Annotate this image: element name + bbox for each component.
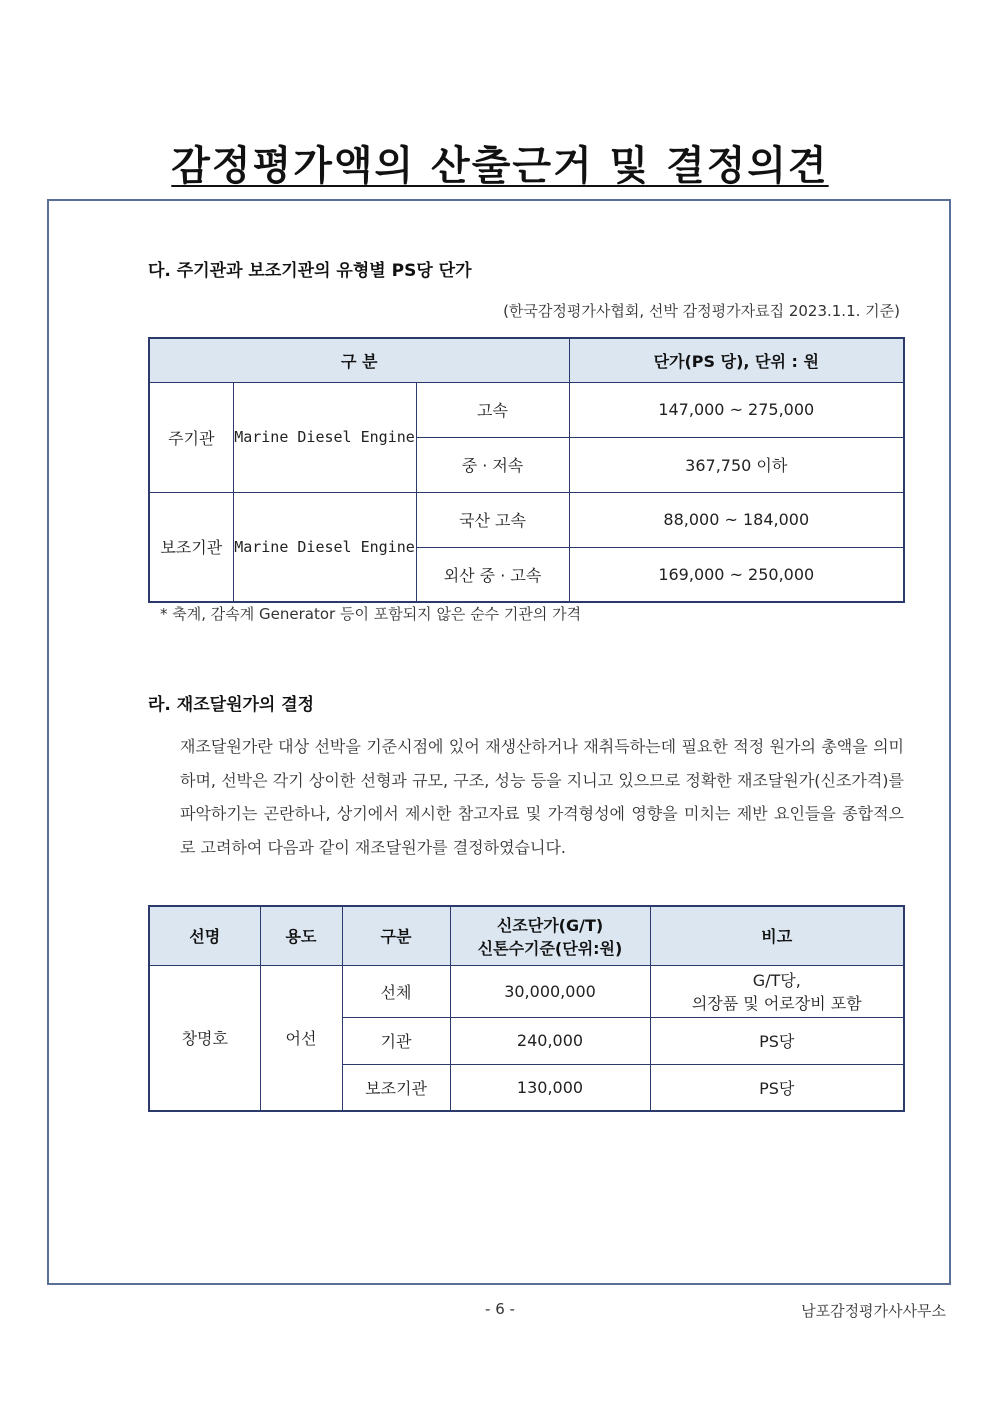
row-category: 보조기관 bbox=[342, 1064, 450, 1111]
page-number: - 6 - bbox=[485, 1300, 515, 1318]
engine-price-table bbox=[148, 337, 905, 603]
row-note: PS당 bbox=[650, 1064, 904, 1111]
header-category: 구 분 bbox=[149, 338, 569, 382]
speed-type: 고속 bbox=[416, 382, 569, 437]
engine-type: Marine Diesel Engine bbox=[233, 492, 416, 602]
group-name: 보조기관 bbox=[149, 492, 233, 602]
price-range: 88,000 ~ 184,000 bbox=[569, 492, 904, 547]
office-name: 남포감정평가사사무소 bbox=[801, 1302, 946, 1320]
row-price: 30,000,000 bbox=[450, 965, 650, 1017]
row-note-line2: 의장품 및 어로장비 포함 bbox=[691, 994, 862, 1013]
row-note-line1: G/T당, bbox=[752, 971, 801, 990]
header-price-line2: 신톤수기준(단위:원) bbox=[477, 938, 623, 958]
price-range: 147,000 ~ 275,000 bbox=[569, 382, 904, 437]
header-price: 단가(PS 당), 단위 : 원 bbox=[569, 338, 904, 382]
page-title: 감정평가액의 산출근거 및 결정의견 bbox=[171, 143, 829, 189]
row-note: PS당 bbox=[650, 1017, 904, 1064]
row-category: 선체 bbox=[342, 965, 450, 1017]
speed-type: 중 · 저속 bbox=[416, 437, 569, 492]
header-use: 용도 bbox=[260, 906, 342, 965]
header-price bbox=[450, 906, 650, 965]
source-note: (한국감정평가사협회, 선박 감정평가자료집 2023.1.1. 기준) bbox=[503, 302, 900, 320]
header-category: 구분 bbox=[342, 906, 450, 965]
row-category: 기관 bbox=[342, 1017, 450, 1064]
footnote: * 축계, 감속계 Generator 등이 포함되지 않은 순수 기관의 가격 bbox=[160, 605, 582, 623]
paragraph: 재조달원가란 대상 선박을 기준시점에 있어 재생산하거나 재취득하는데 필요한 적정 원가의 총액을 의미하며, 선박은 각기 상이한 선형과 규모, 구조, 성능 등을 지니고 있으므로 정확한 재조달원가(신조가격)를 파악하기는 곤란하나, 상기에서 제시한 참고자료 및 가격형성에 영향을 미치는 제반 요인들을 종합적으로 고려하여 다음과 같이 재조달원가를 결정하였습니다. bbox=[180, 737, 904, 857]
replacement-cost-table bbox=[148, 905, 905, 1112]
ship-use: 어선 bbox=[260, 965, 342, 1111]
engine-type: Marine Diesel Engine bbox=[233, 382, 416, 492]
header-price-line1: 신조단가(G/T) bbox=[496, 915, 604, 935]
row-note bbox=[650, 965, 904, 1017]
section-d-heading: 다. 주기관과 보조기관의 유형별 PS당 단가 bbox=[148, 261, 472, 281]
ship-name: 창명호 bbox=[149, 965, 260, 1111]
header-ship: 선명 bbox=[149, 906, 260, 965]
group-name: 주기관 bbox=[149, 382, 233, 492]
speed-type: 외산 중 · 고속 bbox=[416, 547, 569, 602]
row-price: 240,000 bbox=[450, 1017, 650, 1064]
speed-type: 국산 고속 bbox=[416, 492, 569, 547]
price-range: 367,750 이하 bbox=[569, 437, 904, 492]
price-range: 169,000 ~ 250,000 bbox=[569, 547, 904, 602]
header-note: 비고 bbox=[650, 906, 904, 965]
section-r-heading: 라. 재조달원가의 결정 bbox=[148, 695, 315, 715]
row-price: 130,000 bbox=[450, 1064, 650, 1111]
